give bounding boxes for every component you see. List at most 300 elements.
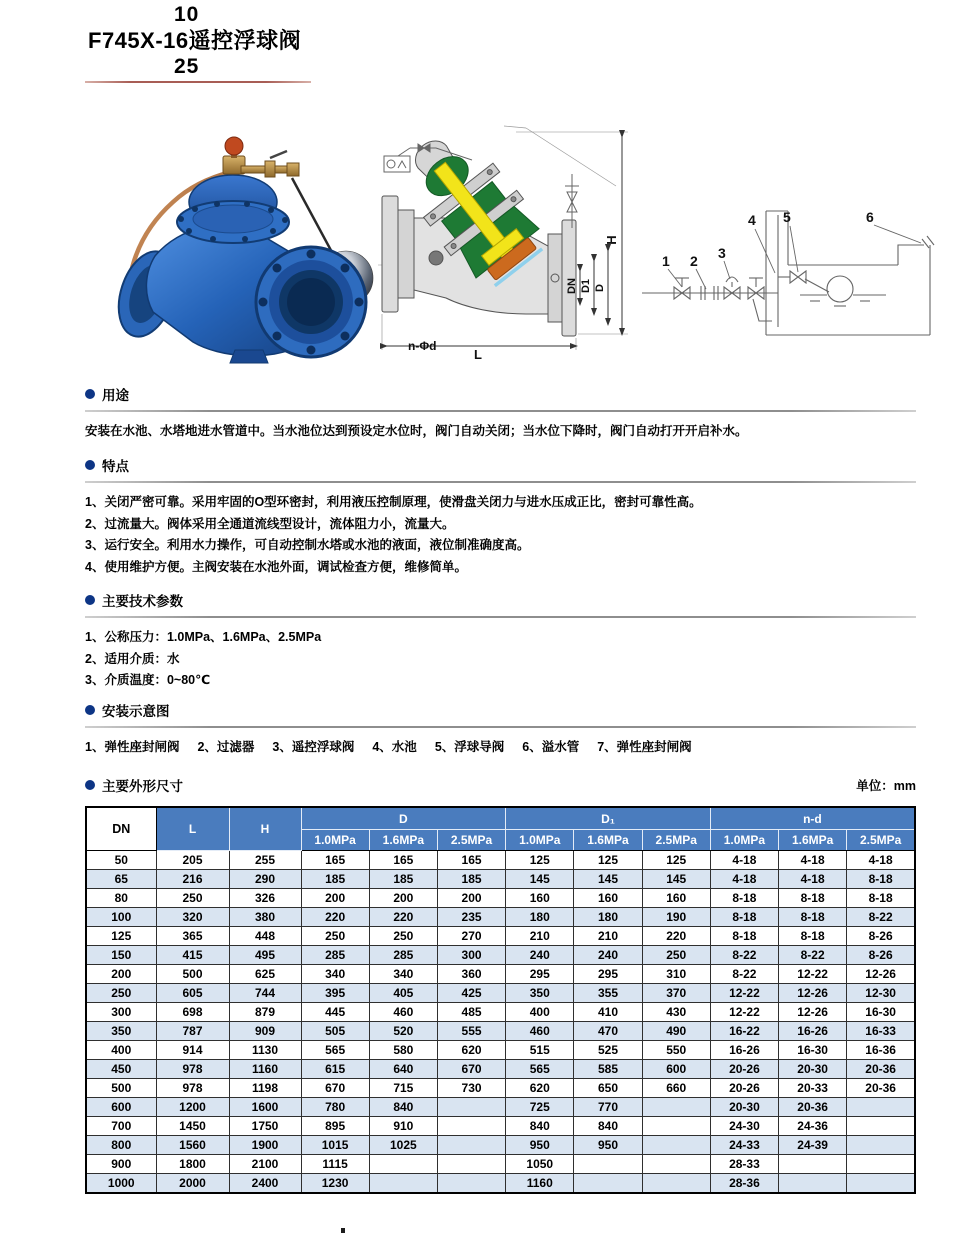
cell-value: 200 [437, 889, 505, 908]
cell-dn: 250 [86, 984, 156, 1003]
text-line: 6、溢水管 [522, 740, 580, 754]
col-header-pressure: 1.0MPa [710, 830, 778, 851]
cell-value: 12-22 [710, 984, 778, 1003]
cell-value: 425 [437, 984, 505, 1003]
section-installation [85, 701, 916, 759]
cell-value: 840 [506, 1117, 574, 1136]
cell-value: 8-22 [710, 946, 778, 965]
cell-value: 490 [642, 1022, 710, 1041]
cell-dn: 350 [86, 1022, 156, 1041]
cell-value: 320 [156, 908, 229, 927]
table-header-row-1 [86, 807, 915, 830]
cell-value: 1115 [301, 1155, 369, 1174]
cell-value: 250 [369, 927, 437, 946]
text-line: 2、过滤器 [197, 740, 255, 754]
cell-value [847, 1136, 915, 1155]
cell-value: 950 [506, 1136, 574, 1155]
col-header-pressure: 2.5MPa [437, 830, 505, 851]
table-row [86, 870, 915, 889]
cell-value: 625 [229, 965, 301, 984]
cell-value: 20-26 [710, 1060, 778, 1079]
cell-value: 12-22 [710, 1003, 778, 1022]
cell-value: 180 [506, 908, 574, 927]
cell-value: 4-18 [710, 870, 778, 889]
cell-value: 670 [437, 1060, 505, 1079]
cell-value: 600 [642, 1060, 710, 1079]
cell-value: 200 [301, 889, 369, 908]
table-row [86, 1117, 915, 1136]
cell-value: 395 [301, 984, 369, 1003]
col-header-h: H [229, 807, 301, 851]
schematic-number-2: 2 [690, 253, 698, 269]
col-header-pressure: 1.0MPa [506, 830, 574, 851]
cell-value: 879 [229, 1003, 301, 1022]
cell-value: 8-18 [710, 889, 778, 908]
title-product-name: 遥控浮球阀 [188, 28, 302, 53]
table-row [86, 851, 915, 870]
cell-value [437, 1136, 505, 1155]
label-dn: DN [566, 278, 578, 294]
col-header-pressure: 1.6MPa [369, 830, 437, 851]
text-line: 1、关闭严密可靠。采用牢固的O型环密封，利用液压控制原理，使滑盘关闭力与进水压成正比，密封可靠性高。 [85, 495, 702, 509]
cell-value: 8-22 [779, 946, 847, 965]
cell-value: 160 [506, 889, 574, 908]
cell-value: 145 [642, 870, 710, 889]
label-d1: D1 [580, 278, 592, 294]
cell-value: 20-33 [779, 1079, 847, 1098]
section-divider [85, 410, 916, 412]
cell-value: 165 [369, 851, 437, 870]
cell-value: 495 [229, 946, 301, 965]
col-header-pressure: 2.5MPa [642, 830, 710, 851]
cell-value: 295 [574, 965, 642, 984]
cell-value: 460 [506, 1022, 574, 1041]
cell-value: 730 [437, 1079, 505, 1098]
cell-value: 200 [369, 889, 437, 908]
cell-dn: 65 [86, 870, 156, 889]
cell-value: 340 [301, 965, 369, 984]
cell-value: 485 [437, 1003, 505, 1022]
cell-value: 840 [369, 1098, 437, 1117]
table-row [86, 1136, 915, 1155]
cell-value [574, 1155, 642, 1174]
cell-value: 780 [301, 1098, 369, 1117]
cell-value: 24-36 [779, 1117, 847, 1136]
bullet-icon [85, 780, 95, 790]
cell-dn: 900 [86, 1155, 156, 1174]
installation-legend [85, 737, 916, 759]
title-main-line [88, 28, 301, 54]
cell-value: 16-36 [847, 1041, 915, 1060]
label-nd: n-Φd [408, 339, 437, 353]
cell-dn: 100 [86, 908, 156, 927]
cell-value: 310 [642, 965, 710, 984]
cell-value: 515 [506, 1041, 574, 1060]
schematic-number-1: 1 [662, 253, 670, 269]
cell-value: 770 [574, 1098, 642, 1117]
cell-value [642, 1098, 710, 1117]
cell-value: 650 [574, 1079, 642, 1098]
cell-value: 585 [574, 1060, 642, 1079]
cell-value [779, 1155, 847, 1174]
unit-note: 单位：mm [856, 779, 916, 793]
valve-bonnet-ring [177, 201, 289, 243]
page-footer-dot [341, 1228, 345, 1233]
cell-value: 1560 [156, 1136, 229, 1155]
cell-value: 565 [506, 1060, 574, 1079]
cell-value: 20-26 [710, 1079, 778, 1098]
schematic-numbers [662, 209, 874, 269]
cell-value [847, 1117, 915, 1136]
cell-value: 4-18 [847, 851, 915, 870]
cell-value: 12-26 [779, 1003, 847, 1022]
red-knob [225, 137, 243, 155]
cell-value: 180 [574, 908, 642, 927]
cell-value: 125 [642, 851, 710, 870]
cell-value: 240 [574, 946, 642, 965]
cell-value: 415 [156, 946, 229, 965]
cell-value [369, 1174, 437, 1194]
cell-value: 12-30 [847, 984, 915, 1003]
col-header-dn: DN [86, 807, 156, 851]
cell-dn: 500 [86, 1079, 156, 1098]
cell-value: 1230 [301, 1174, 369, 1194]
cell-value: 978 [156, 1060, 229, 1079]
valve-foot [230, 350, 268, 363]
cell-value [847, 1098, 915, 1117]
cell-value: 2400 [229, 1174, 301, 1194]
cell-value: 285 [369, 946, 437, 965]
cell-value: 160 [574, 889, 642, 908]
cell-value: 370 [642, 984, 710, 1003]
section-usage-body [85, 421, 916, 443]
cell-value: 210 [506, 927, 574, 946]
text-line: 安装在水池、水塔地进水管道中。当水池位达到预设定水位时，阀门自动关闭；当水位下降时，阀门自动打开开启补水。 [85, 424, 748, 438]
installation-schematic-figure [638, 165, 963, 350]
cell-dn: 1000 [86, 1174, 156, 1194]
text-line: 3、介质温度：0~80℃ [85, 673, 211, 687]
section-title: 特点 [102, 459, 129, 474]
cell-value: 8-22 [710, 965, 778, 984]
cell-value: 460 [369, 1003, 437, 1022]
cell-value: 20-30 [710, 1098, 778, 1117]
cell-value: 448 [229, 927, 301, 946]
cell-value: 840 [574, 1117, 642, 1136]
section-divider [85, 481, 916, 483]
table-row [86, 927, 915, 946]
cell-value: 185 [369, 870, 437, 889]
table-row [86, 1060, 915, 1079]
cell-value: 978 [156, 1079, 229, 1098]
col-header-pressure: 1.6MPa [574, 830, 642, 851]
cell-value: 8-22 [847, 908, 915, 927]
text-line: 3、运行安全。利用水力操作，可自动控制水塔或水池的液面，液位制准确度高。 [85, 538, 530, 552]
cell-dn: 125 [86, 927, 156, 946]
cell-value: 8-18 [779, 927, 847, 946]
cell-value: 295 [506, 965, 574, 984]
cell-value: 185 [301, 870, 369, 889]
schematic-number-4: 4 [748, 212, 756, 228]
section-usage [85, 385, 916, 443]
cell-value: 744 [229, 984, 301, 1003]
cell-value: 28-36 [710, 1174, 778, 1194]
cell-value: 145 [574, 870, 642, 889]
cell-value: 220 [642, 927, 710, 946]
cell-value: 205 [156, 851, 229, 870]
cell-value: 216 [156, 870, 229, 889]
cell-dn: 700 [86, 1117, 156, 1136]
cell-value: 914 [156, 1041, 229, 1060]
title-pressure-10: 10 [174, 3, 200, 26]
cell-value: 16-26 [710, 1041, 778, 1060]
cell-value: 4-18 [779, 870, 847, 889]
title-underline [85, 81, 311, 83]
cell-value: 12-26 [847, 965, 915, 984]
section-divider [85, 616, 916, 618]
cell-value [642, 1117, 710, 1136]
title-model-prefix: F745X- [88, 28, 164, 53]
cell-value: 326 [229, 889, 301, 908]
cell-dn: 600 [86, 1098, 156, 1117]
cell-value: 24-39 [779, 1136, 847, 1155]
table-row [86, 1155, 915, 1174]
pilot-valve-assembly [223, 137, 299, 177]
cell-value [437, 1098, 505, 1117]
cell-value: 520 [369, 1022, 437, 1041]
section-parameters-header [85, 591, 916, 609]
col-header-l: L [156, 807, 229, 851]
cell-value: 8-18 [779, 889, 847, 908]
cell-value: 125 [506, 851, 574, 870]
text-line: 1、弹性座封闸阀 [85, 740, 180, 754]
dimensions-table [85, 806, 916, 1194]
cell-value: 430 [642, 1003, 710, 1022]
bullet-icon [85, 389, 95, 399]
cell-value: 160 [642, 889, 710, 908]
cell-value: 400 [506, 1003, 574, 1022]
cell-value [437, 1117, 505, 1136]
text-line: 5、浮球导阀 [434, 740, 505, 754]
cell-value: 165 [437, 851, 505, 870]
cell-value: 210 [574, 927, 642, 946]
cell-value: 1200 [156, 1098, 229, 1117]
cell-value: 8-26 [847, 927, 915, 946]
section-features-header [85, 456, 916, 474]
cell-value: 8-18 [847, 889, 915, 908]
cell-value: 470 [574, 1022, 642, 1041]
label-h: H [604, 235, 619, 245]
col-group-d: D [301, 807, 506, 830]
table-row [86, 1098, 915, 1117]
cell-value: 1750 [229, 1117, 301, 1136]
table-row [86, 965, 915, 984]
cell-value: 8-18 [710, 927, 778, 946]
cell-value: 670 [301, 1079, 369, 1098]
cell-value: 250 [301, 927, 369, 946]
cell-dn: 200 [86, 965, 156, 984]
cell-value: 365 [156, 927, 229, 946]
text-line: 2、适用介质：水 [85, 651, 180, 666]
cell-value: 1600 [229, 1098, 301, 1117]
cell-value: 1198 [229, 1079, 301, 1098]
cell-value: 290 [229, 870, 301, 889]
table-row [86, 1041, 915, 1060]
cell-value: 20-30 [779, 1060, 847, 1079]
cell-value: 12-22 [779, 965, 847, 984]
cell-value: 300 [437, 946, 505, 965]
cell-dn: 800 [86, 1136, 156, 1155]
cell-value [847, 1174, 915, 1194]
cell-dn: 300 [86, 1003, 156, 1022]
cell-value: 235 [437, 908, 505, 927]
table-row [86, 984, 915, 1003]
section-dimensions-header [85, 776, 183, 794]
section-title: 用途 [102, 388, 129, 403]
table-row [86, 1003, 915, 1022]
cell-value: 20-36 [779, 1098, 847, 1117]
cell-value: 2000 [156, 1174, 229, 1194]
table-row [86, 1174, 915, 1194]
section-usage-header [85, 385, 916, 403]
cell-value: 2100 [229, 1155, 301, 1174]
cell-dn: 400 [86, 1041, 156, 1060]
cell-value: 355 [574, 984, 642, 1003]
cell-value: 255 [229, 851, 301, 870]
cell-value: 910 [369, 1117, 437, 1136]
cell-value: 16-30 [847, 1003, 915, 1022]
text-line: 4、水池 [372, 740, 417, 754]
schematic-number-6: 6 [866, 209, 874, 225]
cell-value: 715 [369, 1079, 437, 1098]
cell-value: 165 [301, 851, 369, 870]
text-line: 7、弹性座封闸阀 [597, 740, 692, 754]
title-pressure-25: 25 [174, 55, 200, 78]
cell-value: 12-26 [779, 984, 847, 1003]
cell-value: 4-18 [779, 851, 847, 870]
cell-value: 24-30 [710, 1117, 778, 1136]
cell-value: 8-26 [847, 946, 915, 965]
cell-value: 698 [156, 1003, 229, 1022]
section-installation-header [85, 701, 916, 719]
cell-value: 950 [574, 1136, 642, 1155]
cell-value: 4-18 [710, 851, 778, 870]
cell-value: 605 [156, 984, 229, 1003]
cell-value: 1130 [229, 1041, 301, 1060]
cell-value: 445 [301, 1003, 369, 1022]
cell-value: 1050 [506, 1155, 574, 1174]
cell-dn: 150 [86, 946, 156, 965]
schematic-pipework [642, 277, 778, 321]
cell-value [437, 1155, 505, 1174]
cell-value [369, 1155, 437, 1174]
cell-value: 787 [156, 1022, 229, 1041]
section-parameters [85, 591, 916, 692]
page-title [88, 2, 301, 80]
cell-value: 250 [642, 946, 710, 965]
section-parameters-body [85, 627, 916, 692]
cell-value: 1160 [506, 1174, 574, 1194]
cell-value: 615 [301, 1060, 369, 1079]
cell-value: 285 [301, 946, 369, 965]
cell-value: 20-36 [847, 1079, 915, 1098]
cell-value [574, 1174, 642, 1194]
cell-dn: 80 [86, 889, 156, 908]
section-title: 安装示意图 [102, 704, 170, 719]
label-d: D [594, 284, 606, 292]
col-header-pressure: 1.0MPa [301, 830, 369, 851]
cell-value: 360 [437, 965, 505, 984]
cell-value: 620 [437, 1041, 505, 1060]
cell-value: 1450 [156, 1117, 229, 1136]
cell-value: 16-30 [779, 1041, 847, 1060]
cell-value: 505 [301, 1022, 369, 1041]
text-line: 4、使用维护方便。主阀安装在水池外面，调试检查方便，维修简单。 [85, 559, 467, 574]
cell-value [642, 1155, 710, 1174]
cell-value: 550 [642, 1041, 710, 1060]
cell-value: 500 [156, 965, 229, 984]
schematic-number-3: 3 [718, 245, 726, 261]
section-dimensions [85, 776, 916, 794]
cell-value: 220 [369, 908, 437, 927]
section-title: 主要技术参数 [102, 594, 183, 609]
section-features-body [85, 492, 916, 578]
section-divider [85, 726, 916, 728]
text-line: 2、过流量大。阀体采用全通道流线型设计，流体阻力小，流量大。 [85, 516, 455, 531]
table-row [86, 1079, 915, 1098]
cell-value: 185 [437, 870, 505, 889]
schematic-tank [766, 211, 934, 335]
table-row [86, 1022, 915, 1041]
title-pressure-16: 16 [163, 28, 189, 53]
col-group-nd: n-d [710, 807, 915, 830]
cell-value: 895 [301, 1117, 369, 1136]
cell-value: 8-18 [847, 870, 915, 889]
cell-value: 340 [369, 965, 437, 984]
section-features [85, 456, 916, 578]
label-l: L [474, 347, 482, 360]
col-group-d1: D₁ [506, 807, 711, 830]
cell-value: 240 [506, 946, 574, 965]
cell-dn: 50 [86, 851, 156, 870]
cell-value: 8-18 [779, 908, 847, 927]
cell-value [779, 1174, 847, 1194]
section-title: 主要外形尺寸 [102, 779, 183, 794]
table-row [86, 946, 915, 965]
cell-value: 620 [506, 1079, 574, 1098]
cell-dn: 450 [86, 1060, 156, 1079]
table-row [86, 908, 915, 927]
cell-value: 580 [369, 1041, 437, 1060]
cell-value: 16-22 [710, 1022, 778, 1041]
cell-value: 24-33 [710, 1136, 778, 1155]
valve-photo-figure [95, 126, 395, 368]
cell-value: 8-18 [710, 908, 778, 927]
valve-outlet-flange [256, 247, 366, 357]
cell-value: 16-26 [779, 1022, 847, 1041]
bullet-icon [85, 705, 95, 715]
cell-value: 660 [642, 1079, 710, 1098]
cell-value: 220 [301, 908, 369, 927]
cell-value [642, 1174, 710, 1194]
cell-value: 16-33 [847, 1022, 915, 1041]
cell-value: 725 [506, 1098, 574, 1117]
cell-value: 640 [369, 1060, 437, 1079]
text-line: 1、公称压力：1.0MPa、1.6MPa、2.5MPa [85, 630, 322, 644]
cell-value [437, 1174, 505, 1194]
table-row [86, 889, 915, 908]
cell-value: 145 [506, 870, 574, 889]
valve-section-figure [376, 118, 638, 360]
